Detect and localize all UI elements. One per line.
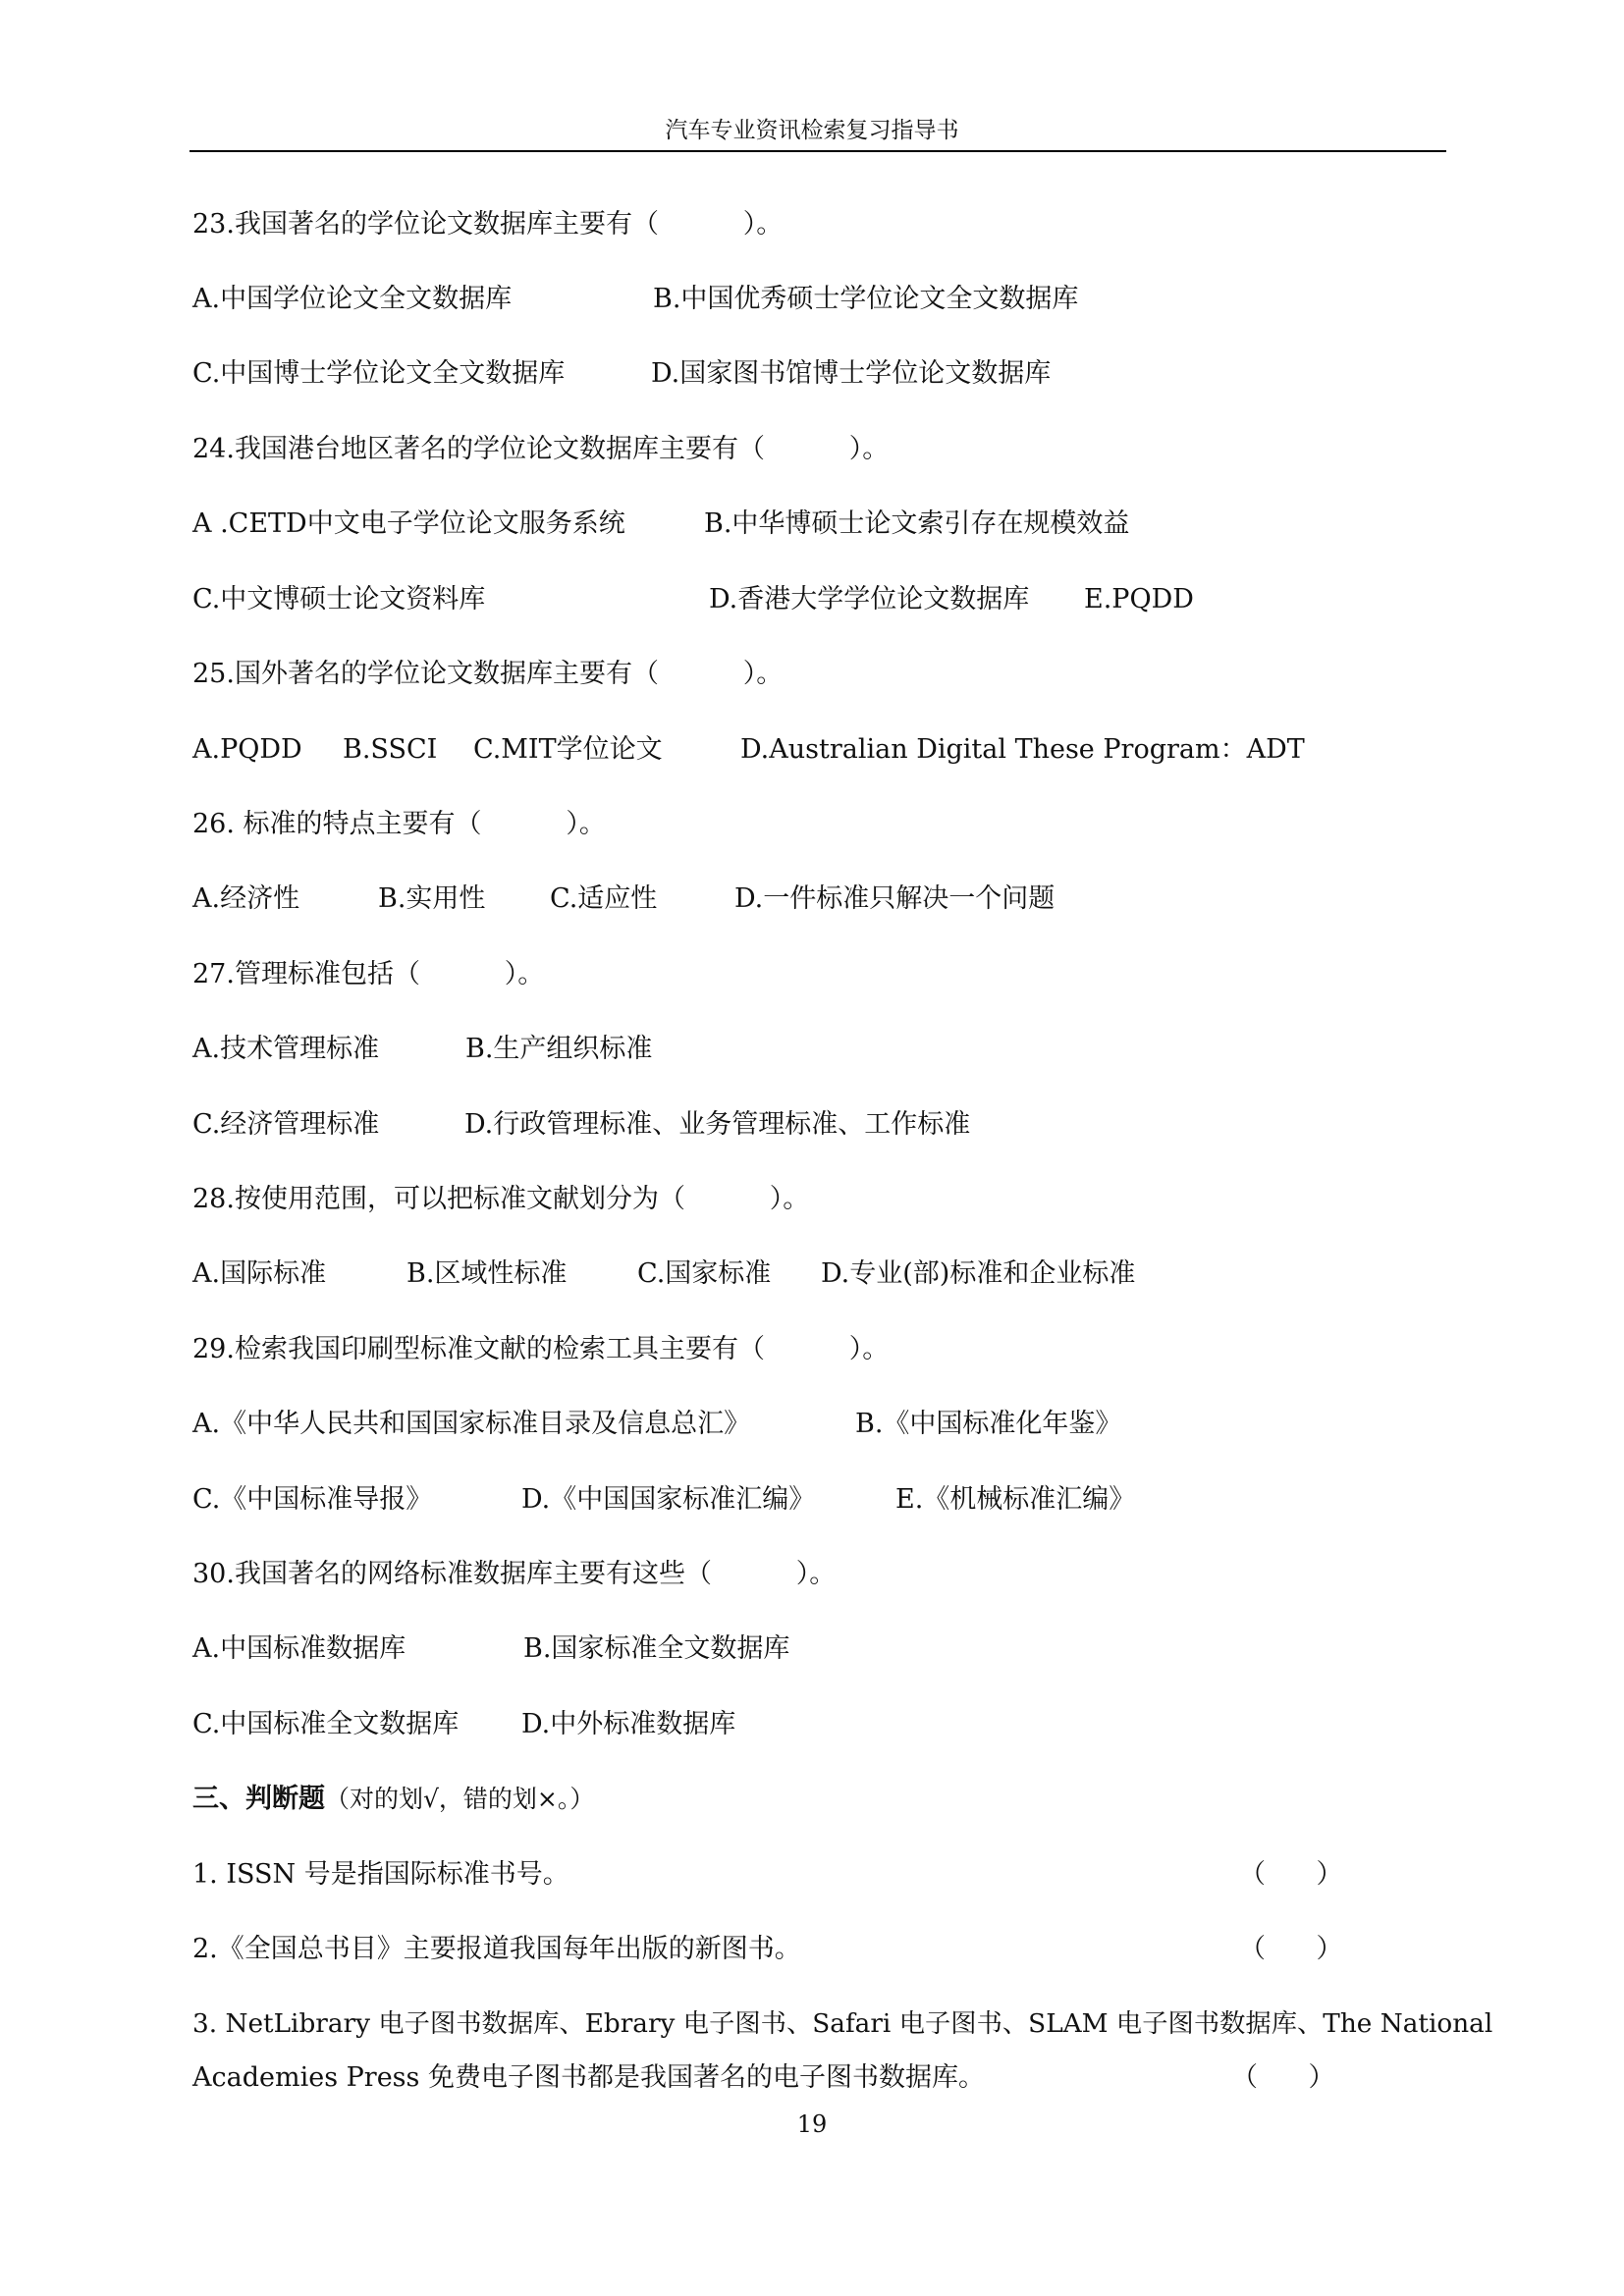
question-30-stem: 30.我国著名的网络标准数据库主要有这些（ ）。 (192, 1559, 837, 1589)
question-30-option-c: C.中国标准全文数据库 (192, 1709, 460, 1739)
question-27-option-d: D.行政管理标准、业务管理标准、工作标准 (464, 1109, 971, 1140)
question-23-option-c: C.中国博士学位论文全文数据库 (192, 358, 566, 389)
question-29-option-e: E.《机械标准汇编》 (895, 1484, 1136, 1515)
question-23-option-a: A.中国学位论文全文数据库 (192, 284, 513, 314)
question-26-option-c: C.适应性 (550, 883, 658, 914)
question-24-option-b: B.中华博硕士论文索引存在规模效益 (704, 508, 1130, 539)
question-23-option-b: B.中国优秀硕士学位论文全文数据库 (653, 284, 1079, 314)
question-24-stem: 24.我国港台地区著名的学位论文数据库主要有（ ）。 (192, 434, 890, 464)
true-false-2-answer-blank: （ ） (1239, 1934, 1343, 1964)
question-27-option-b: B.生产组织标准 (465, 1034, 653, 1064)
question-26-option-a: A.经济性 (192, 883, 300, 914)
section-title: 三、判断题 (192, 1784, 325, 1814)
question-24-option-c: C.中文博硕士论文资料库 (192, 584, 486, 614)
question-29-option-d: D.《中国国家标准汇编》 (521, 1484, 816, 1515)
question-27-option-a: A.技术管理标准 (192, 1034, 380, 1064)
page-number: 19 (796, 2110, 828, 2138)
true-false-1-answer-blank: （ ） (1239, 1859, 1343, 1890)
section-instruction: （对的划√，错的划×。） (325, 1785, 595, 1813)
question-25-stem: 25.国外著名的学位论文数据库主要有（ ）。 (192, 659, 784, 689)
question-25-option-d: D.Australian Digital These Program：ADT (740, 734, 1305, 765)
running-header: 汽车专业资讯检索复习指导书 (665, 118, 959, 143)
question-25-option-a: A.PQDD (192, 734, 302, 765)
question-29-option-c: C.《中国标准导报》 (192, 1484, 433, 1515)
question-29-option-a: A.《中华人民共和国国家标准目录及信息总汇》 (192, 1409, 751, 1439)
question-28-option-d: D.专业(部)标准和企业标准 (821, 1258, 1136, 1289)
section-heading (192, 1783, 594, 1816)
question-23-option-d: D.国家图书馆博士学位论文数据库 (651, 358, 1052, 389)
true-false-3-line-1: 3. NetLibrary 电子图书数据库、Ebrary 电子图书、Safari 电子图书、SLAM 电子图书数据库、The National (192, 2009, 1493, 2039)
question-27-option-c: C.经济管理标准 (192, 1109, 380, 1140)
question-24-option-a: A .CETD中文电子学位论文服务系统 (192, 508, 625, 539)
question-28-stem: 28.按使用范围，可以把标准文献划分为（ ）。 (192, 1184, 810, 1214)
question-30-option-d: D.中外标准数据库 (521, 1709, 736, 1739)
question-28-option-c: C.国家标准 (637, 1258, 772, 1289)
true-false-3-line-2: Academies Press 免费电子图书都是我国著名的电子图书数据库。 (192, 2062, 985, 2093)
true-false-3-answer-blank: （ ） (1231, 2062, 1335, 2093)
question-29-option-b: B.《中国标准化年鉴》 (855, 1409, 1122, 1439)
question-23-stem: 23.我国著名的学位论文数据库主要有（ ）。 (192, 209, 784, 240)
question-28-option-a: A.国际标准 (192, 1258, 327, 1289)
question-24-option-e: E.PQDD (1084, 584, 1194, 614)
question-25-option-c: C.MIT学位论文 (473, 734, 663, 765)
question-25-option-b: B.SSCI (343, 734, 438, 765)
question-27-stem: 27.管理标准包括（ ）。 (192, 959, 545, 989)
question-30-option-b: B.国家标准全文数据库 (523, 1633, 790, 1664)
question-24-option-d: D.香港大学学位论文数据库 (709, 584, 1030, 614)
question-28-option-b: B.区域性标准 (406, 1258, 568, 1289)
question-26-option-d: D.一件标准只解决一个问题 (734, 883, 1056, 914)
question-29-stem: 29.检索我国印刷型标准文献的检索工具主要有（ ）。 (192, 1334, 890, 1364)
question-26-stem: 26. 标准的特点主要有（ ）。 (192, 809, 606, 839)
question-26-option-b: B.实用性 (378, 883, 486, 914)
question-30-option-a: A.中国标准数据库 (192, 1633, 406, 1664)
true-false-1-text: 1. ISSN 号是指国际标准书号。 (192, 1859, 569, 1890)
header-rule (189, 150, 1446, 152)
true-false-2-text: 2.《全国总书目》主要报道我国每年出版的新图书。 (192, 1934, 801, 1964)
